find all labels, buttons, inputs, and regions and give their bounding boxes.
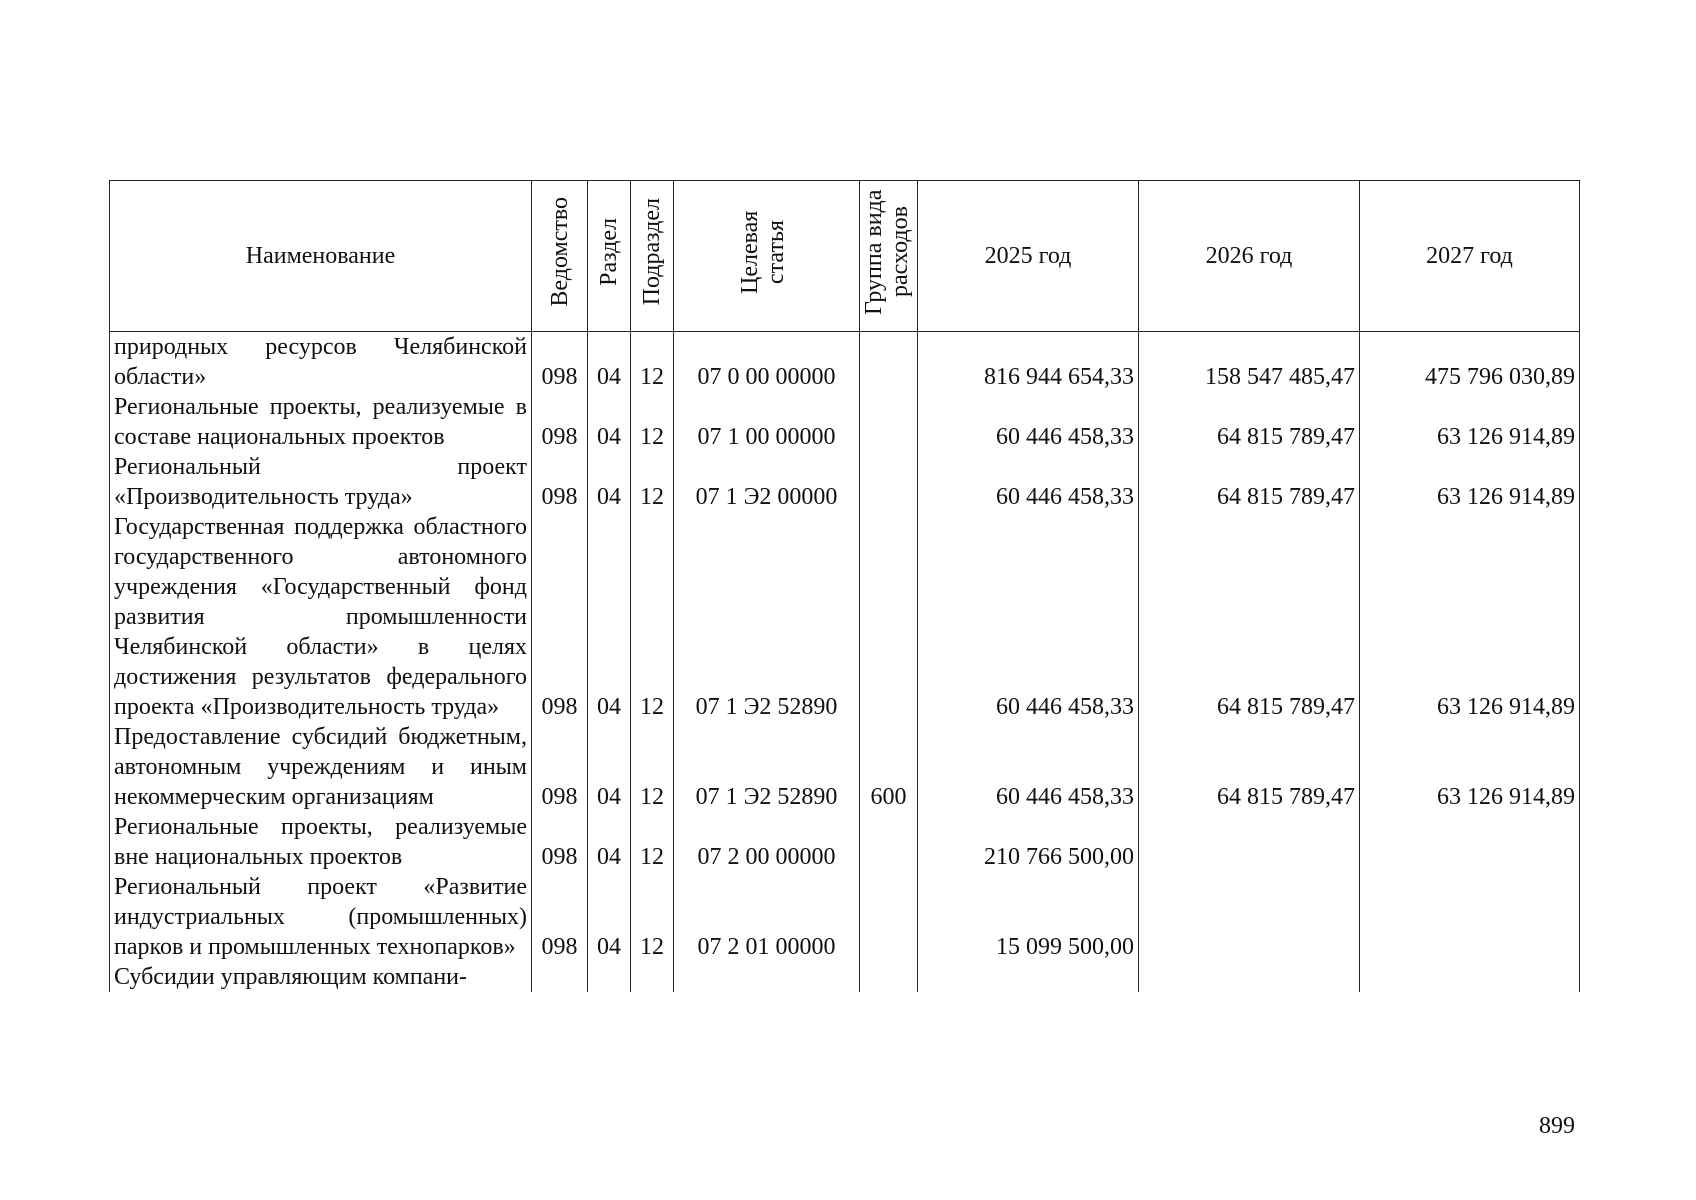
row-podrazdel: 12 [631,452,674,512]
header-celevaya-statya: Целевая статья [674,181,860,332]
row-name: Региональный проект «Развитие индустриальных (промышленных) парков и промышленных технопарков» [110,872,532,962]
row-razdel: 04 [588,452,631,512]
row-gruppa-vida-rashodov [860,392,918,452]
row-vedomstvo: 098 [532,332,588,393]
row-podrazdel: 12 [631,392,674,452]
row-gruppa-vida-rashodov [860,452,918,512]
page-number: 899 [1539,1113,1575,1139]
row-name: Региональные проекты, реализуемые в составе национальных проектов [110,392,532,452]
row-vedomstvo: 098 [532,512,588,722]
row-2025: 60 446 458,33 [918,722,1139,812]
row-celevaya-statya: 07 1 Э2 52890 [674,722,860,812]
row-podrazdel: 12 [631,512,674,722]
header-podrazdel: Подраздел [631,181,674,332]
row-gruppa-vida-rashodov [860,512,918,722]
row-podrazdel [631,962,674,992]
table-row [110,392,1580,452]
row-name: Региональный проект «Производительность труда» [110,452,532,512]
row-2026 [1139,962,1360,992]
row-podrazdel: 12 [631,332,674,393]
row-gruppa-vida-rashodov [860,332,918,393]
row-razdel: 04 [588,722,631,812]
row-gruppa-vida-rashodov [860,962,918,992]
row-vedomstvo: 098 [532,812,588,872]
row-razdel: 04 [588,812,631,872]
budget-table [109,180,1580,992]
row-vedomstvo: 098 [532,452,588,512]
row-2025: 210 766 500,00 [918,812,1139,872]
row-celevaya-statya: 07 2 00 00000 [674,812,860,872]
row-gruppa-vida-rashodov [860,872,918,962]
row-vedomstvo [532,962,588,992]
row-celevaya-statya: 07 1 Э2 00000 [674,452,860,512]
row-2026: 64 815 789,47 [1139,722,1360,812]
row-2026: 158 547 485,47 [1139,332,1360,393]
header-gruppa-vida-rashodov: Группа вида расходов [860,181,918,332]
row-celevaya-statya [674,962,860,992]
row-gruppa-vida-rashodov [860,812,918,872]
row-2025 [918,962,1139,992]
row-2027: 63 126 914,89 [1360,452,1580,512]
row-2025: 816 944 654,33 [918,332,1139,393]
table-header-row [110,181,1580,332]
row-celevaya-statya: 07 1 00 00000 [674,392,860,452]
row-celevaya-statya: 07 2 01 00000 [674,872,860,962]
row-2025: 60 446 458,33 [918,512,1139,722]
row-2027: 63 126 914,89 [1360,512,1580,722]
row-razdel: 04 [588,872,631,962]
row-razdel [588,962,631,992]
header-razdel: Раздел [588,181,631,332]
row-2027 [1360,872,1580,962]
row-2027 [1360,962,1580,992]
row-2027: 475 796 030,89 [1360,332,1580,393]
row-2026 [1139,872,1360,962]
table-row [110,872,1580,962]
row-name: природных ресурсов Челябинской области» [110,332,532,393]
table-row [110,812,1580,872]
row-2026: 64 815 789,47 [1139,392,1360,452]
row-gruppa-vida-rashodov: 600 [860,722,918,812]
row-name: Субсидии управляющим компани- [110,962,532,992]
row-vedomstvo: 098 [532,872,588,962]
header-2026: 2026 год [1139,181,1360,332]
row-name: Государственная поддержка областного государственного автономного учреждения «Государственный фонд развития промышленности Челябинской области» в целях достижения результатов федерального проекта «Производительность труда» [110,512,532,722]
table-row [110,722,1580,812]
header-2027: 2027 год [1360,181,1580,332]
header-name: Наименование [110,181,532,332]
row-razdel: 04 [588,392,631,452]
row-name: Региональные проекты, реализуемые вне национальных проектов [110,812,532,872]
row-vedomstvo: 098 [532,722,588,812]
row-2026: 64 815 789,47 [1139,512,1360,722]
row-2025: 60 446 458,33 [918,392,1139,452]
row-2027: 63 126 914,89 [1360,392,1580,452]
row-2027: 63 126 914,89 [1360,722,1580,812]
row-razdel: 04 [588,332,631,393]
header-2025: 2025 год [918,181,1139,332]
table-row [110,512,1580,722]
row-2025: 60 446 458,33 [918,452,1139,512]
row-podrazdel: 12 [631,872,674,962]
row-podrazdel: 12 [631,812,674,872]
table-row [110,332,1580,393]
row-celevaya-statya: 07 1 Э2 52890 [674,512,860,722]
row-podrazdel: 12 [631,722,674,812]
row-razdel: 04 [588,512,631,722]
header-vedomstvo: Ведомство [532,181,588,332]
row-2026 [1139,812,1360,872]
row-2027 [1360,812,1580,872]
row-2025: 15 099 500,00 [918,872,1139,962]
row-vedomstvo: 098 [532,392,588,452]
table-row [110,452,1580,512]
row-celevaya-statya: 07 0 00 00000 [674,332,860,393]
row-name: Предоставление субсидий бюджетным, автономным учреждениям и иным некоммерческим организациям [110,722,532,812]
table-row [110,962,1580,992]
row-2026: 64 815 789,47 [1139,452,1360,512]
